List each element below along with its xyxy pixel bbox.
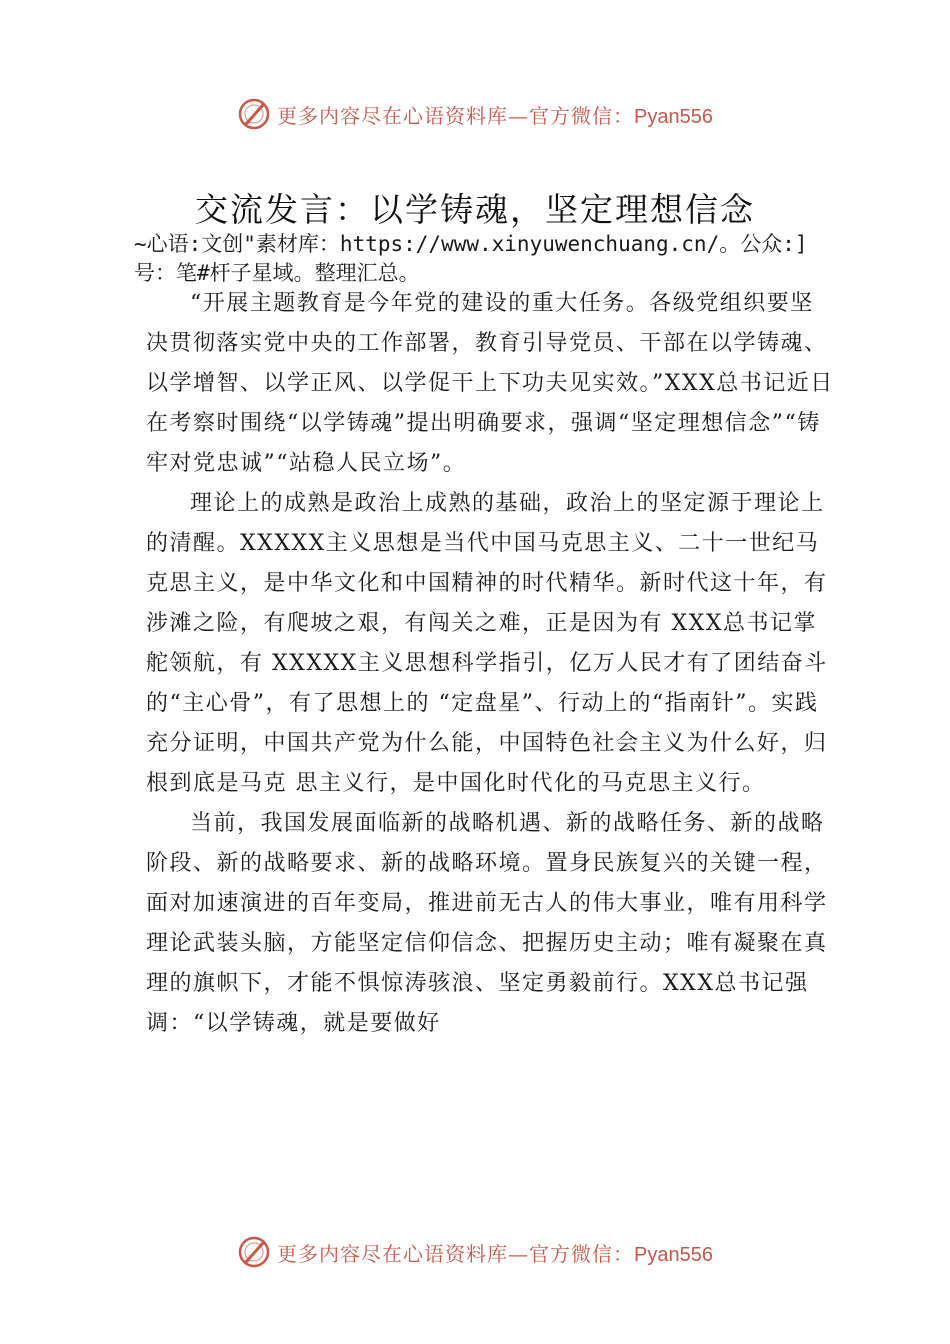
banner-text <box>277 100 713 129</box>
brush-circle-logo-icon <box>237 1235 271 1269</box>
paragraph-3: 当前，我国发展面临新的战略机遇、新的战略任务、新的战略阶段、新的战略要求、新的战略环境。置身民族复兴的关键一程，面对加速演进的百年变局，推进前无古人的伟大事业，唯有用科学理论武装头脑，方能坚定信仰信念、把握历史主动；唯有凝聚在真理的旗帜下，才能不惧惊涛骇浪、坚定勇毅前行。XXX总书记强调：“以学铸魂，就是要做好 <box>146 811 828 1036</box>
paragraph-2: 理论上的成熟是政治上成熟的基础，政治上的坚定源于理论上的清醒。XXXXX主义思想是当代中国马克思主义、二十一世纪马克思主义，是中华文化和中国精神的时代精华。新时代这十年，有涉滩之险，有爬坡之艰，有闯关之难，正是因为有 XXX总书记掌舵领航，有 XXXXX主义思想科学指引，亿万人民才有了团结奋斗的“主心骨”，有了思想上的 “定盘星”、行动上的“指南针”。实践充分证明，中国共产党为什么能，中国特色社会主义为什么好，归根到底是马克 思主义行，是中国化时代化的马克思主义行。 <box>146 491 828 796</box>
banner-label: 更多内容尽在心语资料库—官方微信： <box>277 103 635 128</box>
banner-wechat-id: Pyan556 <box>634 1243 713 1266</box>
banner-label: 更多内容尽在心语资料库—官方微信： <box>277 1241 635 1266</box>
banner-text <box>277 1238 713 1267</box>
brush-circle-logo-icon <box>237 97 271 131</box>
footer-banner <box>0 1232 950 1272</box>
document-body <box>146 284 836 1044</box>
paragraph-1: “开展主题教育是今年党的建设的重大任务。各级党组织要坚决贯彻落实党中央的工作部署，教育引导党员、干部在以学铸魂、以学增智、以学正风、以学促干上下功夫见实效。”XXX总书记近日在考察时围绕“以学铸魂”提出明确要求，强调“坚定理想信念”“铸牢对党忠诚”“站稳人民立场”。 <box>146 291 834 476</box>
document-title: 交流发言：以学铸魂，坚定理想信念 <box>195 190 755 229</box>
source-note: ~心语:文创"素材库：https://www.xinyuwenchuang.cn/。公众:]号：笔#杆子星域。整理汇总。 <box>134 232 808 285</box>
header-banner <box>0 94 950 134</box>
banner-wechat-id: Pyan556 <box>634 105 713 128</box>
